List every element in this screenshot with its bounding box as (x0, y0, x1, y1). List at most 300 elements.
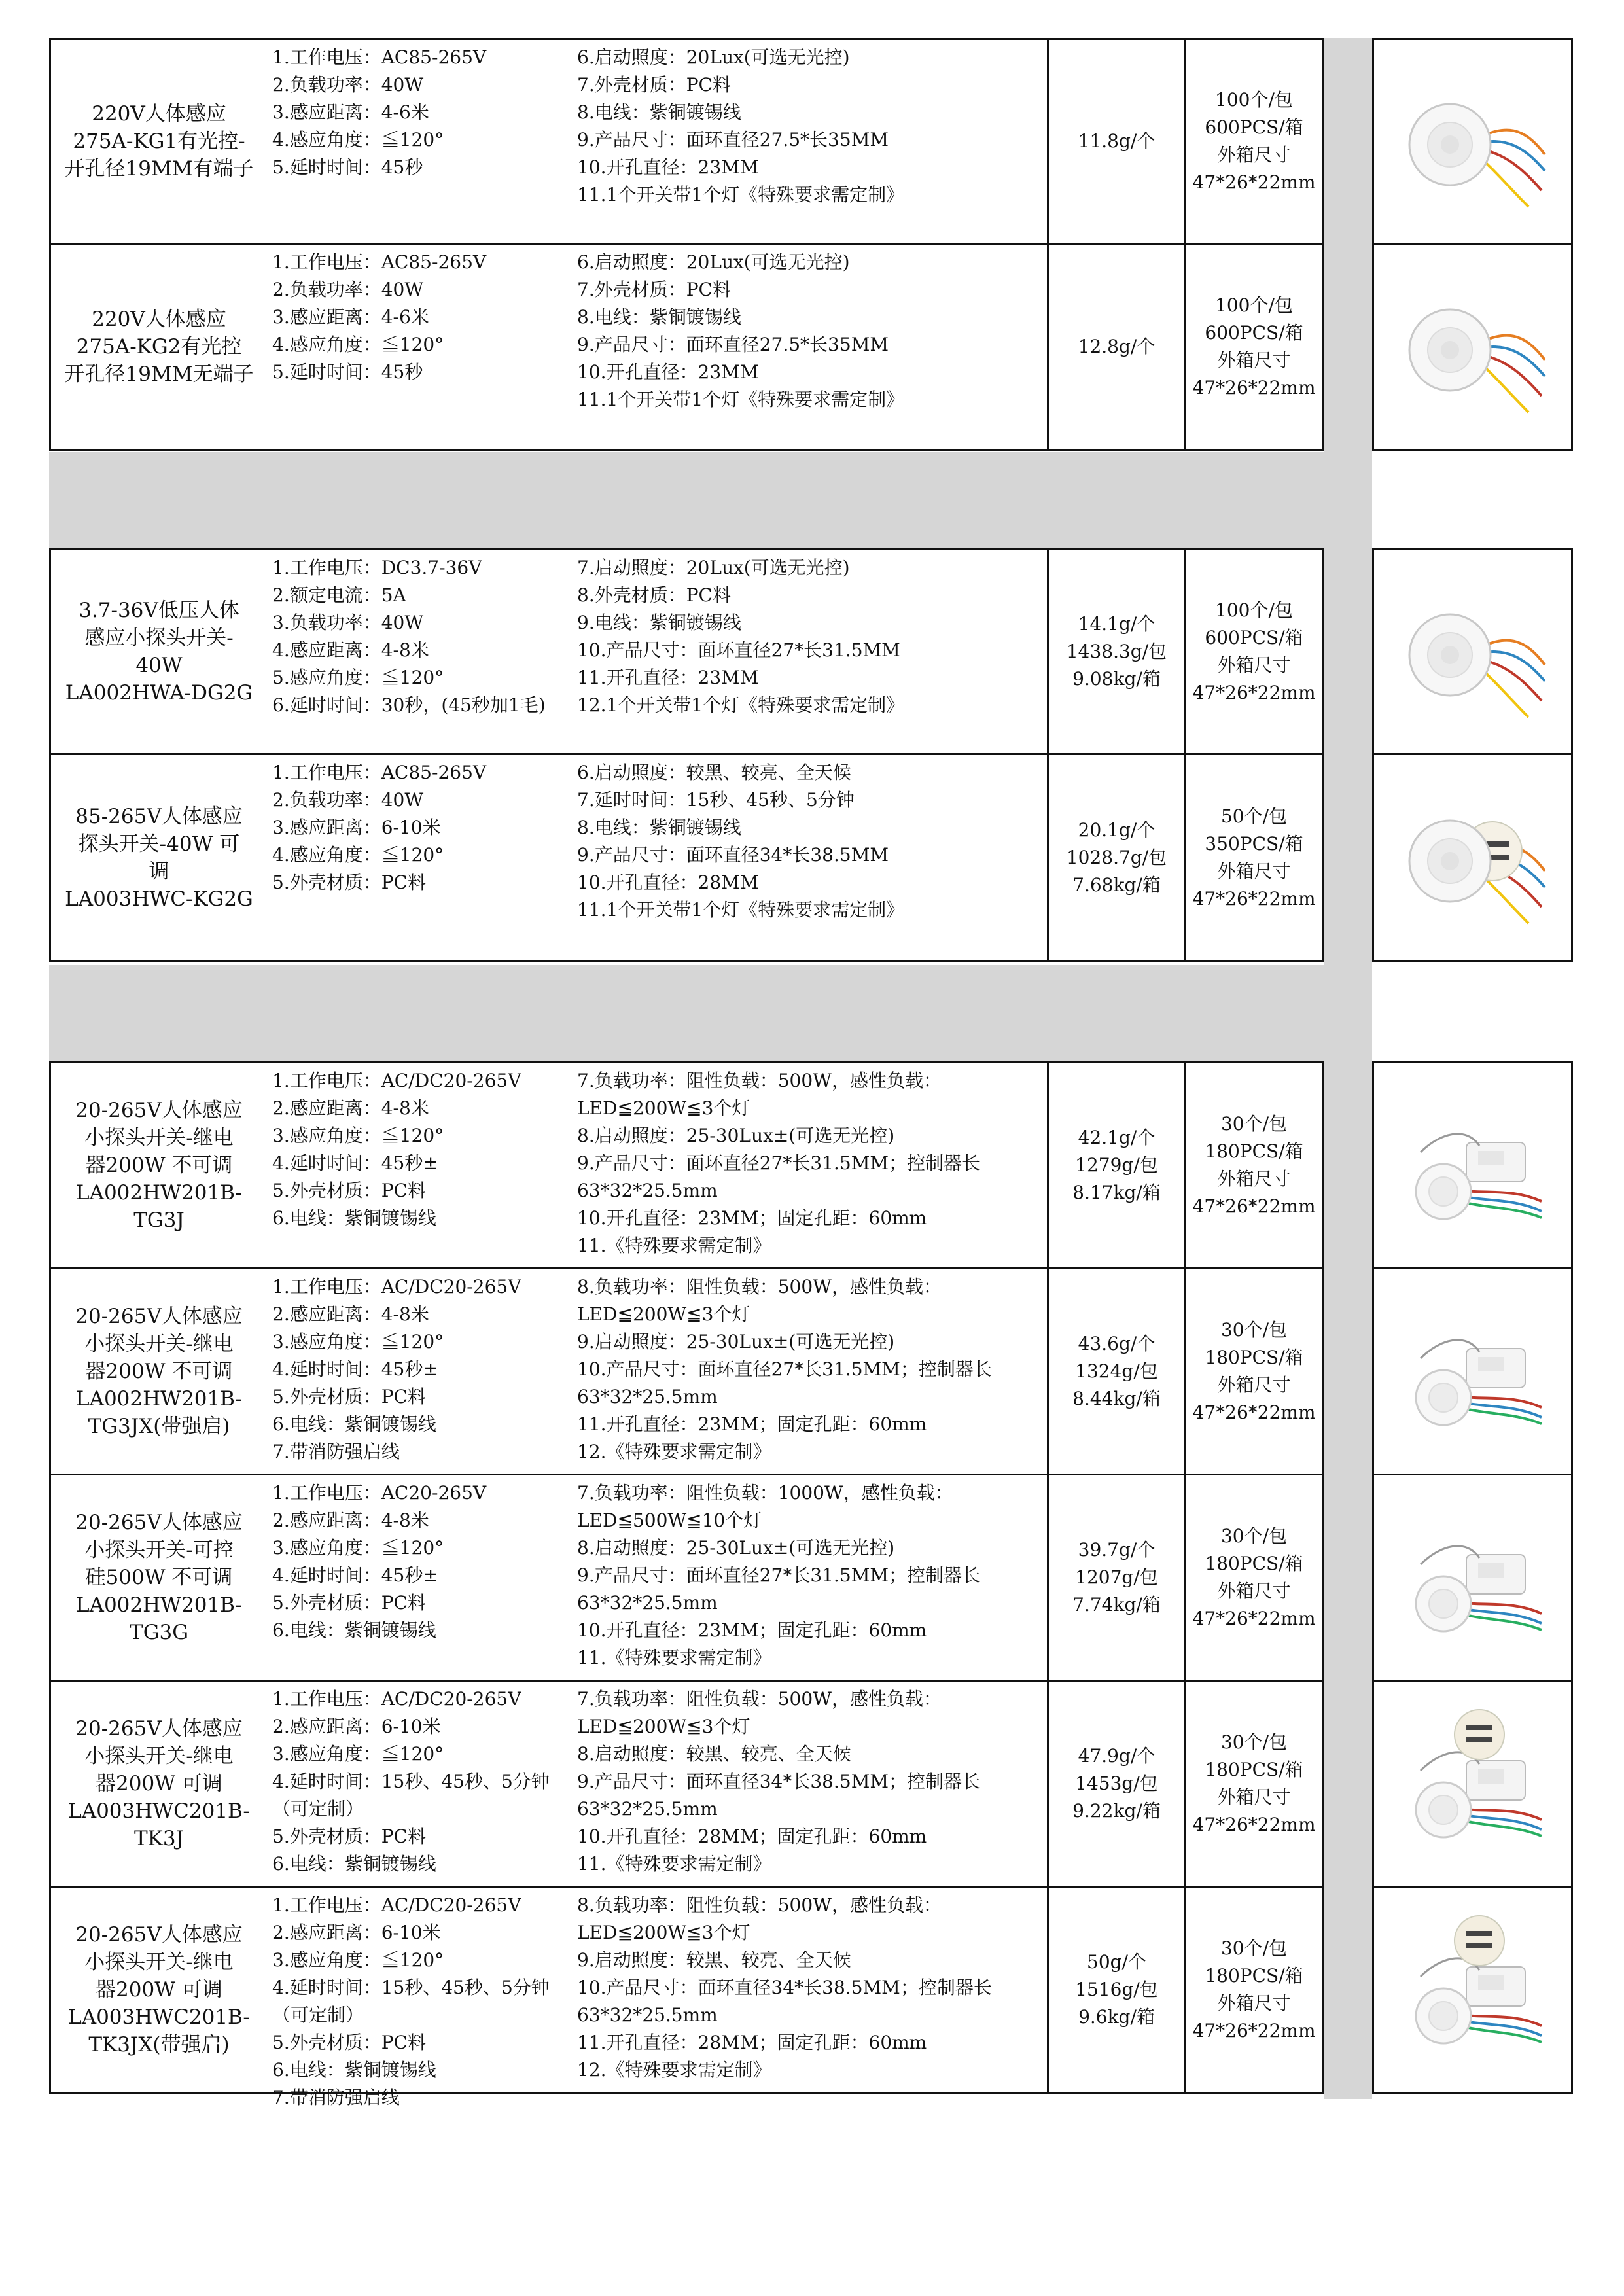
pir-sensor-with-wires-icon (1394, 63, 1551, 220)
adjustable-sensor-with-controller-icon (1394, 1911, 1551, 2068)
packing-cell (1184, 1886, 1324, 2094)
spec-item: 9.电线：紫铜镀锡线 (577, 612, 741, 633)
packing-values (1193, 597, 1316, 707)
product-name (65, 306, 254, 388)
product-name-line: 感应小探头开关- (84, 626, 234, 650)
product-name-cell (49, 243, 269, 451)
adjustable-sensor-with-controller-icon (1394, 1705, 1551, 1862)
product-name-cell (49, 38, 269, 245)
packing-cell (1184, 243, 1324, 451)
weight-value: 12.8g/个 (1078, 336, 1156, 357)
spec-item: 7.负载功率：阻性负载：500W，感性负载：LED≦200W≦3个灯 (577, 1070, 942, 1119)
spec-item: 9.产品尺寸：面环直径34*长38.5MM；控制器长63*32*25.5mm (577, 1771, 981, 1820)
packing-value: 30个/包 (1220, 1113, 1288, 1135)
weight-value: 11.8g/个 (1078, 130, 1156, 152)
product-name-line: 小探头开关-继电 (84, 1744, 234, 1768)
spec-item: 7.外壳材质：PC料 (577, 279, 731, 300)
product-name-line: TG3JX(带强启) (88, 1415, 230, 1438)
spec-lines (272, 1273, 571, 1466)
spec-item: 6.启动照度：较黑、较亮、全天候 (577, 762, 851, 783)
spec-item: 2.感应距离：4-8米 (272, 1303, 429, 1325)
spec-item: 2.感应距离：6-10米 (272, 1922, 441, 1943)
spec-item: 4.延时时间：15秒、45秒、5分钟（可定制） (272, 1771, 550, 1820)
packing-value: 47*26*22mm (1192, 1608, 1316, 1629)
spec-item: 5.外壳材质：PC料 (272, 872, 426, 893)
spec-item: 5.外壳材质：PC料 (272, 1180, 426, 1201)
spec-item: 8.电线：紫铜镀锡线 (577, 817, 741, 838)
packing-value: 外箱尺寸 (1217, 1374, 1291, 1396)
product-name-line: 20-265V人体感应 (75, 1923, 243, 1947)
spec-item: 4.延时时间：15秒、45秒、5分钟（可定制） (272, 1977, 550, 2026)
weight-cell (1047, 38, 1186, 245)
spec-item: 12.1个开关带1个灯《特殊要求需定制》 (577, 694, 905, 716)
product-name-line: 85-265V人体感应 (75, 804, 243, 828)
product-name-line: 开孔径19MM无端子 (64, 362, 254, 386)
product-name-line: LA002HW201B-TG3J (75, 1181, 243, 1232)
product-name-line: 器200W 不可调 (85, 1360, 233, 1383)
gray-section-divider (49, 965, 1372, 1061)
packing-value: 47*26*22mm (1192, 2020, 1316, 2041)
spec-item: 3.感应角度：≦120° (272, 1537, 444, 1559)
packing-value: 100个/包 (1215, 89, 1293, 111)
spec-item: 7.外壳材质：PC料 (577, 74, 731, 96)
weight-value: 8.17kg/箱 (1072, 1182, 1161, 1203)
product-name-cell (49, 1474, 269, 1682)
spec-item: 4.感应角度：≦120° (272, 129, 444, 150)
product-name-line: 275A-KG2有光控 (76, 335, 242, 359)
spec-item: 10.开孔直径：23MM；固定孔距：60mm (577, 1207, 927, 1229)
sensor-with-controller-icon (1394, 1293, 1551, 1450)
product-name-line: 220V人体感应 (92, 308, 226, 331)
spec-item: 11.开孔直径：23MM (577, 667, 759, 688)
spec-item: 8.电线：紫铜镀锡线 (577, 306, 741, 328)
spec-lines (272, 1479, 571, 1644)
weight-cell (1047, 1061, 1186, 1269)
spec-item: 2.负载功率：40W (272, 279, 424, 300)
spec-item: 11.《特殊要求需定制》 (577, 1235, 771, 1256)
product-name-cell (49, 753, 269, 962)
spec-item: 10.开孔直径：28MM；固定孔距：60mm (577, 1826, 927, 1847)
packing-value: 外箱尺寸 (1217, 1992, 1291, 2014)
spec-item: 12.《特殊要求需定制》 (577, 1441, 771, 1462)
weight-values (1067, 610, 1167, 693)
packing-value: 47*26*22mm (1192, 171, 1316, 193)
spec-item: 8.启动照度：25-30Lux±(可选无光控) (577, 1537, 895, 1559)
product-name-line: 40W (135, 654, 183, 677)
product-photo-cell (1372, 1267, 1573, 1475)
product-row (49, 1061, 1573, 1269)
packing-value: 47*26*22mm (1192, 1814, 1316, 1835)
weight-values (1078, 128, 1156, 155)
spec-item: 10.开孔直径：23MM；固定孔距：60mm (577, 1619, 927, 1641)
product-name-line: 20-265V人体感应 (75, 1305, 243, 1328)
spec-list-primary (267, 1680, 571, 1888)
weight-values (1072, 1536, 1161, 1619)
gray-section-divider (49, 452, 1372, 548)
spec-lines (577, 554, 1040, 719)
product-name-line: 小探头开关-继电 (84, 1126, 234, 1150)
packing-value: 外箱尺寸 (1217, 144, 1291, 166)
packing-values (1193, 86, 1316, 196)
packing-value: 外箱尺寸 (1217, 860, 1291, 882)
spec-item: 2.感应距离：6-10米 (272, 1716, 441, 1737)
packing-value: 180PCS/箱 (1205, 1140, 1303, 1162)
spec-lines (577, 1273, 1040, 1466)
product-name-cell (49, 1680, 269, 1888)
spec-item: 4.延时时间：45秒± (272, 1358, 438, 1380)
spec-list-primary (267, 38, 571, 245)
spec-item: 9.产品尺寸：面环直径27*长31.5MM；控制器长63*32*25.5mm (577, 1564, 981, 1614)
product-row (49, 548, 1573, 755)
packing-cell (1184, 1680, 1324, 1888)
spec-item: 3.感应角度：≦120° (272, 1743, 444, 1765)
weight-values (1075, 1949, 1158, 2031)
packing-value: 47*26*22mm (1192, 377, 1316, 398)
weight-value: 39.7g/个 (1078, 1539, 1156, 1561)
spec-list-secondary (571, 243, 1049, 451)
packing-value: 30个/包 (1220, 1525, 1288, 1547)
spec-item: 10.开孔直径：23MM (577, 156, 759, 178)
spec-item: 11.开孔直径：28MM；固定孔距：60mm (577, 2032, 927, 2053)
spec-item: 9.启动照度：较黑、较亮、全天候 (577, 1949, 851, 1971)
packing-value: 30个/包 (1220, 1937, 1288, 1959)
spec-item: 5.延时时间：45秒 (272, 361, 423, 383)
spec-item: 1.工作电压：AC/DC20-265V (272, 1070, 521, 1091)
weight-values (1072, 1330, 1161, 1413)
packing-value: 外箱尺寸 (1217, 1580, 1291, 1602)
spec-item: 2.感应距离：4-8米 (272, 1510, 429, 1531)
spec-list-primary (267, 243, 571, 451)
weight-cell (1047, 753, 1186, 962)
spec-lines (577, 1067, 1040, 1260)
spec-item: 4.感应距离：4-8米 (272, 639, 429, 661)
spec-item: 9.启动照度：25-30Lux±(可选无光控) (577, 1331, 895, 1352)
product-name-cell (49, 1886, 269, 2094)
product-name-line: LA002HW201B-TG3G (75, 1593, 243, 1644)
spec-lines (272, 759, 571, 896)
spec-lines (272, 1067, 571, 1232)
adjustable-pir-sensor-icon (1394, 779, 1551, 936)
spec-item: 10.开孔直径：28MM (577, 872, 759, 893)
weight-cell (1047, 1474, 1186, 1682)
packing-value: 600PCS/箱 (1205, 322, 1303, 344)
weight-value: 1207g/包 (1075, 1566, 1158, 1588)
spec-lines (577, 1686, 1040, 1878)
spec-item: 3.感应距离：4-6米 (272, 306, 429, 328)
product-photo-cell (1372, 1474, 1573, 1682)
spec-item: 3.感应距离：4-6米 (272, 101, 429, 123)
spec-item: 6.电线：紫铜镀锡线 (272, 1853, 436, 1875)
packing-cell (1184, 548, 1324, 755)
spec-item: 10.产品尺寸：面环直径34*长38.5MM；控制器长63*32*25.5mm (577, 1977, 992, 2026)
spec-item: 11.1个开关带1个灯《特殊要求需定制》 (577, 899, 905, 921)
packing-value: 180PCS/箱 (1205, 1553, 1303, 1574)
spec-item: 10.开孔直径：23MM (577, 361, 759, 383)
spec-item: 5.外壳材质：PC料 (272, 1386, 426, 1407)
packing-cell (1184, 1061, 1324, 1269)
spec-item: 4.延时时间：45秒± (272, 1564, 438, 1586)
product-name-line: 3.7-36V低压人体 (79, 599, 239, 622)
spec-item: 3.感应距离：6-10米 (272, 817, 441, 838)
spec-item: 5.外壳材质：PC料 (272, 1826, 426, 1847)
product-spec-sheet (49, 38, 1573, 2108)
spec-item: 3.感应角度：≦120° (272, 1125, 444, 1146)
spec-item: 6.电线：紫铜镀锡线 (272, 1413, 436, 1435)
weight-value: 47.9g/个 (1078, 1745, 1156, 1767)
weight-values (1072, 1742, 1161, 1825)
spec-item: 1.工作电压：AC85-265V (272, 46, 487, 68)
packing-value: 47*26*22mm (1192, 1195, 1316, 1217)
spec-item: 8.外壳材质：PC料 (577, 584, 731, 606)
product-name-line: 小探头开关-继电 (84, 1332, 234, 1356)
pir-sensor-with-wires-icon (1394, 268, 1551, 425)
spec-item: 1.工作电压：AC/DC20-265V (272, 1894, 521, 1916)
product-row (49, 243, 1573, 451)
pir-sensor-with-wires-icon (1394, 573, 1551, 730)
spec-item: 5.外壳材质：PC料 (272, 2032, 426, 2053)
weight-cell (1047, 1680, 1186, 1888)
spec-list-primary (267, 1267, 571, 1475)
product-name-cell (49, 1267, 269, 1475)
weight-cell (1047, 1886, 1186, 2094)
product-name-line: LA003HWC201B- (68, 1799, 250, 1823)
product-row (49, 1474, 1573, 1682)
weight-values (1067, 817, 1167, 899)
product-name-line: 器200W 不可调 (85, 1154, 233, 1177)
spec-item: 8.启动照度：较黑、较亮、全天候 (577, 1743, 851, 1765)
product-name-line: 20-265V人体感应 (75, 1099, 243, 1122)
sensor-with-controller-icon (1394, 1087, 1551, 1244)
packing-values (1193, 803, 1316, 913)
packing-value: 180PCS/箱 (1205, 1965, 1303, 1987)
product-name-line: 20-265V人体感应 (75, 1511, 243, 1534)
product-row (49, 1680, 1573, 1888)
spec-item: 6.电线：紫铜镀锡线 (272, 2059, 436, 2081)
spec-item: 12.《特殊要求需定制》 (577, 2059, 771, 2081)
spec-list-primary (267, 753, 571, 962)
packing-value: 外箱尺寸 (1217, 349, 1291, 371)
spec-item: 1.工作电压：AC85-265V (272, 251, 487, 273)
spec-lines (272, 554, 571, 719)
packing-values (1193, 1729, 1316, 1839)
product-photo-cell (1372, 38, 1573, 245)
packing-values (1193, 1523, 1316, 1633)
product-photo-cell (1372, 548, 1573, 755)
spec-item: 1.工作电压：AC/DC20-265V (272, 1688, 521, 1710)
spec-item: 7.负载功率：阻性负载：500W，感性负载：LED≦200W≦3个灯 (577, 1688, 942, 1737)
weight-value: 14.1g/个 (1078, 613, 1156, 635)
product-name (75, 1303, 242, 1440)
spec-item: 9.产品尺寸：面环直径27.5*长35MM (577, 334, 889, 355)
weight-value: 8.44kg/箱 (1072, 1388, 1161, 1409)
spec-item: 8.启动照度：25-30Lux±(可选无光控) (577, 1125, 895, 1146)
weight-value: 1516g/包 (1075, 1979, 1158, 2000)
product-name (68, 1921, 250, 2058)
spec-item: 6.电线：紫铜镀锡线 (272, 1619, 436, 1641)
product-row (49, 38, 1573, 245)
spec-item: 10.产品尺寸：面环直径27*长31.5MM (577, 639, 900, 661)
spec-lines (272, 1892, 571, 2111)
spec-item: 5.外壳材质：PC料 (272, 1592, 426, 1614)
spec-item: 6.电线：紫铜镀锡线 (272, 1207, 436, 1229)
spec-item: 3.感应角度：≦120° (272, 1949, 444, 1971)
spec-list-secondary (571, 548, 1049, 755)
spec-lines (272, 1686, 571, 1878)
spec-item: 7.延时时间：15秒、45秒、5分钟 (577, 789, 855, 811)
weight-value: 43.6g/个 (1078, 1333, 1156, 1354)
product-name (65, 803, 253, 913)
weight-values (1078, 333, 1156, 361)
weight-value: 9.22kg/箱 (1072, 1800, 1161, 1822)
product-name-line: 器200W 可调 (96, 1772, 222, 1795)
weight-value: 7.74kg/箱 (1072, 1594, 1161, 1616)
spec-item: 5.感应角度：≦120° (272, 667, 444, 688)
spec-item: 1.工作电压：DC3.7-36V (272, 557, 482, 578)
product-photo-cell (1372, 1061, 1573, 1269)
product-photo-cell (1372, 243, 1573, 451)
product-name-line: 220V人体感应 (92, 102, 226, 126)
product-photo-cell (1372, 1886, 1573, 2094)
packing-value: 外箱尺寸 (1217, 654, 1291, 676)
spec-item: 6.启动照度：20Lux(可选无光控) (577, 251, 850, 273)
weight-value: 20.1g/个 (1078, 819, 1156, 841)
spec-list-primary (267, 548, 571, 755)
product-name-line: TK3J (133, 1827, 184, 1850)
spec-item: 1.工作电压：AC85-265V (272, 762, 487, 783)
product-name-line: LA003HWC201B- (68, 2005, 250, 2029)
product-row (49, 753, 1573, 962)
packing-values (1193, 1110, 1316, 1220)
packing-value: 30个/包 (1220, 1319, 1288, 1341)
weight-value: 1279g/包 (1075, 1154, 1158, 1176)
spec-item: 11.开孔直径：23MM；固定孔距：60mm (577, 1413, 927, 1435)
packing-cell (1184, 38, 1324, 245)
spec-item: 4.延时时间：45秒± (272, 1152, 438, 1174)
spec-item: 5.延时时间：45秒 (272, 156, 423, 178)
product-name (65, 100, 254, 183)
spec-lines (577, 1479, 1040, 1672)
spec-item: 1.工作电压：AC/DC20-265V (272, 1276, 521, 1298)
packing-value: 外箱尺寸 (1217, 1168, 1291, 1190)
spec-item: 2.负载功率：40W (272, 789, 424, 811)
spec-list-secondary (571, 753, 1049, 962)
spec-item: 9.产品尺寸：面环直径27.5*长35MM (577, 129, 889, 150)
spec-lines (577, 44, 1040, 209)
packing-value: 47*26*22mm (1192, 1402, 1316, 1423)
product-row (49, 1886, 1573, 2108)
spec-item: 7.带消防强启线 (272, 2087, 400, 2108)
spec-item: 3.感应角度：≦120° (272, 1331, 444, 1352)
spec-item: 4.感应角度：≦120° (272, 334, 444, 355)
product-name-line: 器200W 可调 (96, 1978, 222, 2002)
spec-list-primary (267, 1061, 571, 1269)
product-name (68, 1715, 250, 1852)
product-name-line: 调 (149, 859, 169, 883)
spec-item: 10.产品尺寸：面环直径27*长31.5MM；控制器长63*32*25.5mm (577, 1358, 992, 1407)
weight-value: 50g/个 (1087, 1951, 1146, 1973)
product-name-line: 小探头开关-继电 (84, 1951, 234, 1974)
spec-item: 6.延时时间：30秒，(45秒加1毛) (272, 694, 546, 716)
product-name (65, 597, 253, 707)
spec-list-primary (267, 1474, 571, 1682)
packing-values (1193, 1935, 1316, 2045)
spec-lines (272, 249, 571, 386)
product-name-line: LA003HWC-KG2G (65, 887, 253, 911)
packing-value: 180PCS/箱 (1205, 1759, 1303, 1780)
weight-value: 9.08kg/箱 (1072, 668, 1161, 690)
spec-item: 7.带消防强启线 (272, 1441, 400, 1462)
product-name-line: LA002HWA-DG2G (65, 681, 253, 705)
weight-value: 9.6kg/箱 (1078, 2006, 1155, 2028)
packing-value: 30个/包 (1220, 1731, 1288, 1753)
packing-cell (1184, 753, 1324, 962)
spec-item: 11.《特殊要求需定制》 (577, 1853, 771, 1875)
spec-item: 6.启动照度：20Lux(可选无光控) (577, 46, 850, 68)
sensor-with-controller-icon (1394, 1499, 1551, 1656)
packing-value: 600PCS/箱 (1205, 627, 1303, 648)
product-name-line: 20-265V人体感应 (75, 1717, 243, 1740)
spec-item: 11.1个开关带1个灯《特殊要求需定制》 (577, 184, 905, 205)
product-name-cell (49, 548, 269, 755)
spec-item: 7.启动照度：20Lux(可选无光控) (577, 557, 850, 578)
product-name-line: TK3JX(带强启) (88, 2033, 230, 2057)
spec-list-secondary (571, 38, 1049, 245)
spec-item: 8.电线：紫铜镀锡线 (577, 101, 741, 123)
product-name-line: 275A-KG1有光控- (73, 130, 245, 153)
product-name-line: 硅500W 不可调 (85, 1566, 233, 1589)
weight-cell (1047, 548, 1186, 755)
product-name-line: 探头开关-40W 可 (78, 832, 240, 856)
packing-value: 350PCS/箱 (1205, 832, 1303, 855)
spec-list-secondary (571, 1680, 1049, 1888)
packing-value: 100个/包 (1215, 599, 1293, 621)
spec-list-secondary (571, 1474, 1049, 1682)
spec-list-secondary (571, 1267, 1049, 1475)
spec-item: 3.负载功率：40W (272, 612, 424, 633)
spec-item: 11.1个开关带1个灯《特殊要求需定制》 (577, 389, 905, 410)
spec-item: 4.感应角度：≦120° (272, 844, 444, 866)
spec-list-secondary (571, 1886, 1049, 2094)
product-photo-cell (1372, 1680, 1573, 1888)
packing-value: 600PCS/箱 (1205, 116, 1303, 138)
spec-item: 2.感应距离：4-8米 (272, 1097, 429, 1119)
packing-value: 外箱尺寸 (1217, 1786, 1291, 1808)
spec-item: 2.额定电流：5A (272, 584, 406, 606)
packing-value: 50个/包 (1220, 805, 1288, 827)
spec-item: 9.产品尺寸：面环直径27*长31.5MM；控制器长63*32*25.5mm (577, 1152, 981, 1201)
spec-item: 9.产品尺寸：面环直径34*长38.5MM (577, 844, 889, 866)
product-name-line: 小探头开关-可控 (84, 1538, 234, 1562)
weight-cell (1047, 1267, 1186, 1475)
weight-value: 1453g/包 (1075, 1773, 1158, 1794)
packing-value: 47*26*22mm (1192, 887, 1316, 910)
spec-lines (577, 1892, 1040, 2084)
weight-cell (1047, 243, 1186, 451)
spec-item: 8.负载功率：阻性负载：500W，感性负载：LED≦200W≦3个灯 (577, 1894, 942, 1943)
packing-value: 100个/包 (1215, 294, 1293, 316)
product-name-line: LA002HW201B- (75, 1387, 243, 1411)
spec-lines (577, 759, 1040, 924)
product-name-line: 开孔径19MM有端子 (64, 157, 254, 181)
spec-item: 1.工作电压：AC20-265V (272, 1482, 487, 1504)
weight-values (1072, 1124, 1161, 1207)
spec-item: 8.负载功率：阻性负载：500W，感性负载：LED≦200W≦3个灯 (577, 1276, 942, 1325)
product-row (49, 1267, 1573, 1475)
weight-value: 7.68kg/箱 (1072, 874, 1161, 896)
packing-value: 47*26*22mm (1192, 682, 1316, 703)
weight-value: 1438.3g/包 (1066, 641, 1167, 662)
weight-value: 42.1g/个 (1078, 1127, 1156, 1148)
